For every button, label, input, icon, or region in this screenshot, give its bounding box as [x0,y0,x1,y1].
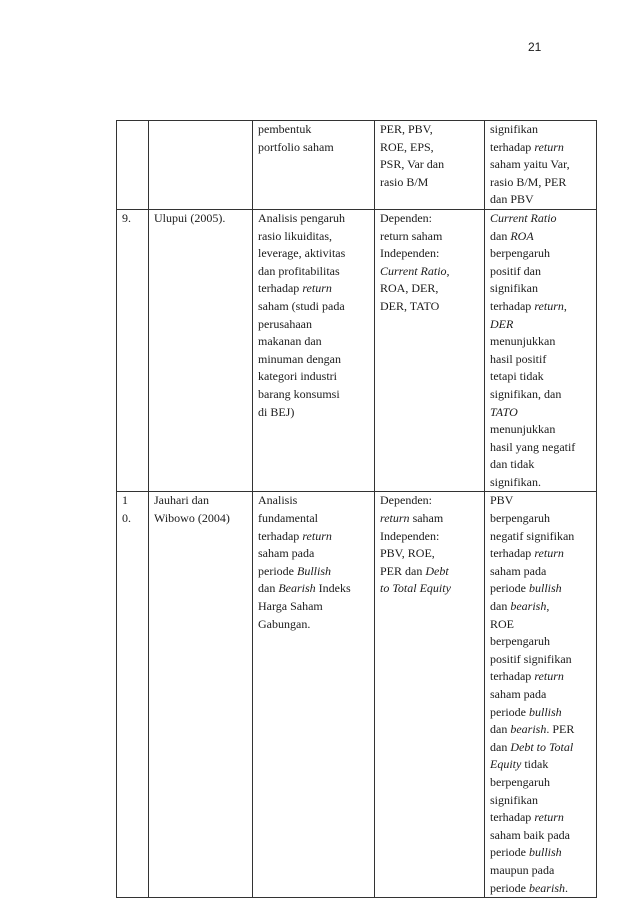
italic-text: ROA [510,228,534,243]
text-segment: periode [490,845,529,860]
text-segment: portfolio saham [258,139,334,154]
italic-text: return [380,511,410,526]
text-segment: tidak [521,757,549,772]
text-line [490,809,594,827]
text-line [380,174,482,192]
text-line [490,756,594,774]
text-segment: dan [258,581,279,596]
text-line [258,510,372,528]
italic-text: bearish [510,722,547,737]
italic-text: Current Ratio [490,210,557,225]
text-segment: signifikan [490,281,538,296]
text-line [258,263,372,281]
text-segment: kategori industri [258,369,337,384]
text-line [490,386,594,404]
page-number: 21 [528,40,542,54]
text-line [490,827,594,845]
italic-text: return [534,669,564,684]
table-body [117,121,597,898]
text-segment: PER, PBV, [380,122,433,136]
cell-title [253,121,375,210]
text-line [258,492,372,510]
cell-title [253,209,375,492]
cell-result [485,121,597,210]
italic-text: bullish [528,581,562,596]
italic-text: DER [490,316,514,331]
text-segment: 9. [122,210,131,225]
text-line [258,333,372,351]
cell-author [149,121,253,210]
text-line [490,492,594,510]
text-line [490,191,594,209]
text-line [490,563,594,581]
text-segment: dan tidak [490,457,535,472]
text-segment: rasio likuiditas, [258,228,332,243]
text-segment: Independen: [380,246,440,261]
italic-text: return [534,139,564,154]
cell-result [485,209,597,492]
text-segment: leverage, aktivitas [258,246,346,261]
text-segment: Ulupui (2005). [154,210,226,225]
text-segment: terhadap [490,139,535,154]
text-segment: berpengaruh [490,634,550,649]
text-line [380,510,482,528]
text-line [154,510,250,528]
italic-text: TATO [490,404,518,419]
text-segment: barang konsumsi [258,386,340,401]
text-segment: terhadap [490,298,535,313]
text-line [490,456,594,474]
text-segment: saham yaitu Var, [490,157,570,172]
text-segment: Indeks [315,581,351,596]
text-line [258,280,372,298]
text-line [258,386,372,404]
text-segment: saham pada [258,546,315,561]
text-line [490,228,594,246]
text-segment: 0. [122,511,131,526]
text-segment: rasio B/M [380,174,429,189]
text-segment: PER dan [380,563,426,578]
cell-author [149,492,253,898]
literature-review-table [116,120,597,898]
text-segment: PBV [490,493,514,508]
text-segment: dan profitabilitas [258,263,340,278]
text-line [490,739,594,757]
text-line [258,528,372,546]
text-segment: Gabungan. [258,616,311,631]
text-line [258,228,372,246]
text-line [258,563,372,581]
text-line [490,668,594,686]
italic-text: Current Ratio, [380,263,450,278]
text-segment: , [563,298,567,313]
text-line [258,139,372,157]
text-segment: hasil positif [490,351,547,366]
text-line [154,492,250,510]
text-segment: fundamental [258,511,318,526]
text-segment: , [546,599,550,614]
text-line [490,280,594,298]
text-segment: perusahaan [258,316,312,331]
text-segment: Analisis [258,493,298,508]
text-line [490,439,594,457]
italic-text: bullish [528,704,562,719]
text-line [490,298,594,316]
text-segment: signifikan, dan [490,386,562,401]
text-segment: minuman dengan [258,351,341,366]
text-segment: ROA, DER, [380,281,439,296]
text-segment: Dependen: [380,493,432,508]
text-line [490,351,594,369]
text-line [380,263,482,281]
italic-text: bearish [510,599,547,614]
text-segment: hasil yang negatif [490,439,576,454]
text-segment: positif dan [490,263,541,278]
text-segment: return saham [380,228,443,243]
text-segment: negatif signifikan [490,528,575,543]
text-line [490,616,594,634]
text-segment: terhadap [258,281,303,296]
text-line [258,616,372,634]
text-segment: saham pada [490,563,547,578]
italic-text: bearish [528,880,565,895]
italic-text: return [534,546,564,561]
text-line [490,580,594,598]
text-line [380,545,482,563]
text-line [154,210,250,228]
text-segment: Independen: [380,528,440,543]
text-line [380,228,482,246]
text-line [122,210,146,228]
text-line [380,492,482,510]
text-segment: Dependen: [380,210,432,225]
text-line [490,210,594,228]
text-line [380,121,482,139]
text-line [380,156,482,174]
text-line [490,528,594,546]
text-segment: rasio B/M, PER [490,174,567,189]
text-line [258,210,372,228]
text-segment: positif signifikan [490,651,572,666]
text-segment: signifikan [490,122,538,136]
text-line [380,563,482,581]
cell-number [117,121,149,210]
table-row [117,209,597,492]
text-line [490,880,594,898]
text-line [490,263,594,281]
text-line [258,245,372,263]
text-line [490,510,594,528]
text-line [258,316,372,334]
text-segment: menunjukkan [490,334,556,349]
text-line [380,139,482,157]
text-line [490,139,594,157]
text-segment: ROE [490,616,514,631]
text-segment: periode [258,563,297,578]
text-segment: terhadap [258,528,303,543]
text-line [380,298,482,316]
text-segment: maupun pada [490,862,555,877]
text-segment: periode [490,581,529,596]
text-segment: dan PBV [490,192,534,207]
text-line [258,404,372,422]
cell-result [485,492,597,898]
text-segment: Harga Saham [258,599,323,614]
italic-text: return [534,298,564,313]
text-line [490,721,594,739]
text-line [490,598,594,616]
text-line [380,528,482,546]
text-segment: di BEJ) [258,404,295,419]
text-segment: 1 [122,493,128,508]
text-line [490,174,594,192]
text-segment: saham [409,511,444,526]
text-line [122,510,146,528]
text-line [490,121,594,139]
text-segment: pembentuk [258,122,312,136]
cell-number [117,492,149,898]
text-line [258,298,372,316]
text-line [258,598,372,616]
text-line [258,121,372,139]
text-line [258,545,372,563]
text-line [490,421,594,439]
text-segment: Wibowo (2004) [154,511,230,526]
text-segment: berpengaruh [490,774,550,789]
italic-text: Debt to Total [510,739,574,754]
text-segment: terhadap [490,546,535,561]
text-line [490,245,594,263]
text-line [490,774,594,792]
text-segment: saham (studi pada [258,298,345,313]
text-line [490,862,594,880]
text-segment: saham pada [490,687,547,701]
text-line [258,351,372,369]
text-segment: tetapi tidak [490,369,544,384]
italic-text: Equity [490,757,522,772]
text-line [490,333,594,351]
table-row [117,492,597,898]
text-line [258,368,372,386]
text-segment: berpengaruh [490,511,550,526]
text-segment: PSR, Var dan [380,157,445,172]
text-segment: . PER [546,722,575,737]
cell-title [253,492,375,898]
cell-variables [375,492,485,898]
italic-text: Debt [425,563,449,578]
text-line [490,651,594,669]
italic-text: Bullish [296,563,331,578]
text-segment: signifikan [490,792,538,807]
text-segment: PBV, ROE, [380,546,435,561]
cell-variables [375,121,485,210]
text-segment: DER, TATO [380,298,440,313]
text-segment: ROE, EPS, [380,139,434,154]
text-segment: dan [490,228,511,243]
text-line [490,404,594,422]
text-segment: Jauhari dan [154,493,209,508]
text-segment: makanan dan [258,334,322,349]
text-segment: . [564,880,568,895]
italic-text: return [302,528,332,543]
italic-text: return [534,810,564,825]
text-line [490,844,594,862]
text-line [490,545,594,563]
text-segment: berpengaruh [490,246,550,261]
text-segment: dan [490,599,511,614]
cell-author [149,209,253,492]
text-line [490,792,594,810]
text-segment: saham baik pada [490,827,570,842]
text-segment: menunjukkan [490,422,556,437]
cell-number [117,209,149,492]
text-segment: terhadap [490,669,535,684]
text-line [490,316,594,334]
text-segment: periode [490,704,529,719]
text-line [490,368,594,386]
text-line [122,492,146,510]
italic-text: bullish [528,845,562,860]
italic-text: Bearish [278,581,316,596]
text-line [380,580,482,598]
text-segment: Analisis pengaruh [258,210,345,225]
text-segment: dan [490,722,511,737]
text-segment: periode [490,880,529,895]
text-line [380,245,482,263]
text-line [490,704,594,722]
text-segment: terhadap [490,810,535,825]
text-line [490,156,594,174]
text-segment: signifikan. [490,474,541,489]
text-line [380,280,482,298]
cell-variables [375,209,485,492]
text-line [380,210,482,228]
italic-text: to Total Equity [380,581,451,596]
text-line [490,686,594,704]
text-line [258,580,372,598]
italic-text: return [302,281,332,296]
table-row [117,121,597,210]
text-segment: dan [490,739,511,754]
text-line [490,474,594,492]
text-line [490,633,594,651]
